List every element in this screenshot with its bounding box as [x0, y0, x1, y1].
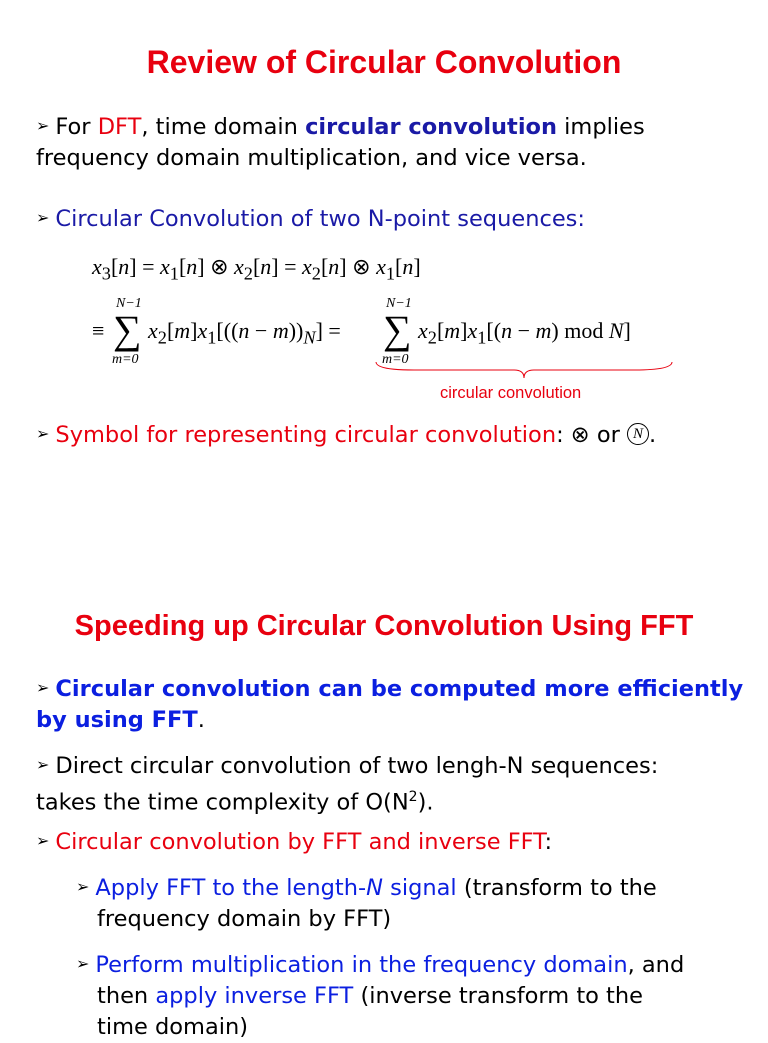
- sub-bullet-apply-fft-line2: frequency domain by FFT): [97, 906, 392, 932]
- sub-bullet-multiply-line2: then apply inverse FFT (inverse transform to the: [97, 983, 643, 1009]
- sub-bullet-multiply-line3: time domain): [97, 1014, 249, 1040]
- bullet-arrow-icon: ➢: [36, 678, 50, 697]
- sub-bullet-multiply: ➢ Perform multiplication in the frequency domain, and: [76, 952, 685, 978]
- bullet-symbol: ➢ Symbol for representing circular convolution: ⊗ or N .: [36, 422, 657, 448]
- bullet-efficient: ➢ Circular convolution can be computed more efficiently: [36, 676, 744, 702]
- bullet-arrow-icon: ➢: [36, 831, 50, 850]
- bullet-dft: ➢ For DFT, time domain circular convolution implies: [36, 114, 645, 140]
- bullet-arrow-icon: ➢: [36, 424, 50, 443]
- bullet-complexity: ➢ Direct circular convolution of two lengh-N sequences:: [36, 753, 659, 779]
- bullet-efficient-line2: by using FFT.: [36, 707, 205, 733]
- section1-title: Review of Circular Convolution: [146, 44, 622, 80]
- bullet-npoint: ➢ Circular Convolution of two N-point sequences:: [36, 206, 585, 232]
- sub-bullet-apply-fft: ➢ Apply FFT to the length-N signal (transform to the: [76, 875, 657, 901]
- section2-title: Speeding up Circular Convolution Using FFT: [74, 610, 694, 642]
- bullet-dft-line2: frequency domain multiplication, and vice versa.: [36, 145, 587, 171]
- bullet-arrow-icon: ➢: [76, 954, 90, 973]
- brace-label: circular convolution: [440, 384, 582, 402]
- bullet-arrow-icon: ➢: [36, 208, 50, 227]
- bullet-fft-method: ➢ Circular convolution by FFT and inverse FFT:: [36, 829, 553, 855]
- bullet-complexity-line2: takes the time complexity of $O(N^2)$.: [36, 789, 434, 816]
- bullet-arrow-icon: ➢: [36, 116, 50, 135]
- underbrace-icon: [374, 360, 674, 380]
- circled-n-icon: N: [627, 423, 649, 445]
- equation-line1: $x_3[n] = x_1[n]$ ⊗ $x_2[n] = x_2[n]$ ⊗ $x_1[n]$: [92, 254, 421, 284]
- bullet-arrow-icon: ➢: [76, 877, 90, 896]
- bullet-arrow-icon: ➢: [36, 755, 50, 774]
